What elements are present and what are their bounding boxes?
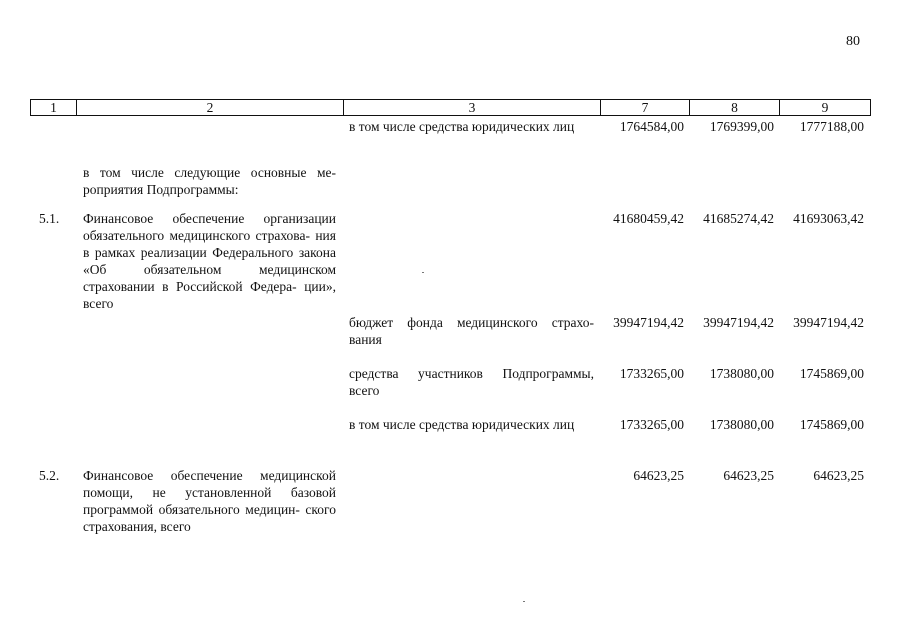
- row-2-name: [83, 164, 336, 198]
- row-3-name-line-3: ния в рамках реализации Федерального: [83, 228, 336, 260]
- row-5-source-line-2: всего: [349, 383, 380, 398]
- row-5-value-col8: 1738080,00: [709, 366, 774, 381]
- row-3-name-line-6: ции», всего: [83, 279, 336, 311]
- row-6-source: [349, 416, 594, 433]
- row-4-source: [349, 314, 594, 348]
- header-row: [31, 100, 871, 116]
- row-4-source-line-2: вания: [349, 332, 382, 347]
- scan-speck: [422, 272, 424, 273]
- row-1-value-col8: 1769399,00: [709, 119, 774, 134]
- row-7-value-col8: 64623,25: [723, 468, 774, 483]
- row-2-name-line-1: в том числе следующие основные ме-: [83, 165, 336, 180]
- row-3-name-line-2: обязательного медицинского страхова-: [83, 228, 310, 243]
- row-1-source-line-2: лиц: [553, 119, 575, 134]
- row-3-value-col7: 41680459,42: [613, 211, 684, 226]
- table-header: [30, 99, 871, 116]
- header-cell-col7: 7: [601, 100, 690, 116]
- scan-speck: [523, 601, 525, 602]
- row-6-value-col8: 1738080,00: [709, 417, 774, 432]
- row-7-value-col9: 64623,25: [813, 468, 864, 483]
- row-7-name-line-2: помощи, не установленной базовой: [83, 485, 336, 500]
- header-cell-col8: 8: [690, 100, 780, 116]
- header-cell-col2: 2: [77, 100, 344, 116]
- row-3-number: 5.1.: [39, 211, 60, 226]
- row-6-value-col9: 1745869,00: [799, 417, 864, 432]
- row-3-value-col8: 41685274,42: [703, 211, 774, 226]
- row-1-source-line-1: в том числе средства юридических: [349, 119, 550, 134]
- row-4-value-col9: 39947194,42: [793, 315, 864, 330]
- row-7-name-line-3: программой обязательного медицин-: [83, 502, 300, 517]
- row-5-source: [349, 365, 594, 399]
- row-1-value-col9: 1777188,00: [799, 119, 864, 134]
- row-7-number: 5.2.: [39, 468, 60, 483]
- row-1-value-col7: 1764584,00: [619, 119, 684, 134]
- row-5-value-col9: 1745869,00: [799, 366, 864, 381]
- header-cell-col9: 9: [780, 100, 871, 116]
- row-5-source-line-1: средства участников Подпрограммы,: [349, 366, 594, 381]
- row-4-value-col8: 39947194,42: [703, 315, 774, 330]
- row-6-source-line-2: лиц: [553, 417, 575, 432]
- row-1-source: [349, 118, 594, 135]
- row-4-source-line-1: бюджет фонда медицинского страхо-: [349, 315, 594, 330]
- page-number: 80: [846, 34, 860, 49]
- row-6-value-col7: 1733265,00: [619, 417, 684, 432]
- header-cell-col1: 1: [31, 100, 77, 116]
- row-7-value-col7: 64623,25: [633, 468, 684, 483]
- row-7-name-line-4: ского страхования, всего: [83, 502, 336, 534]
- row-3-name-line-1: Финансовое обеспечение организации: [83, 211, 336, 226]
- row-4-value-col7: 39947194,42: [613, 315, 684, 330]
- row-6-source-line-1: в том числе средства юридических: [349, 417, 550, 432]
- row-2-name-line-2: роприятия Подпрограммы:: [83, 182, 239, 197]
- row-3-name: [83, 210, 336, 312]
- header-cell-col3: 3: [344, 100, 601, 116]
- row-5-value-col7: 1733265,00: [619, 366, 684, 381]
- row-3-value-col9: 41693063,42: [793, 211, 864, 226]
- row-3-name-line-5: страховании в Российской Федера-: [83, 279, 297, 294]
- row-3-name-line-4: закона «Об обязательном медицинском: [83, 245, 336, 277]
- row-7-name-line-1: Финансовое обеспечение медицинской: [83, 468, 336, 483]
- row-7-name: [83, 467, 336, 535]
